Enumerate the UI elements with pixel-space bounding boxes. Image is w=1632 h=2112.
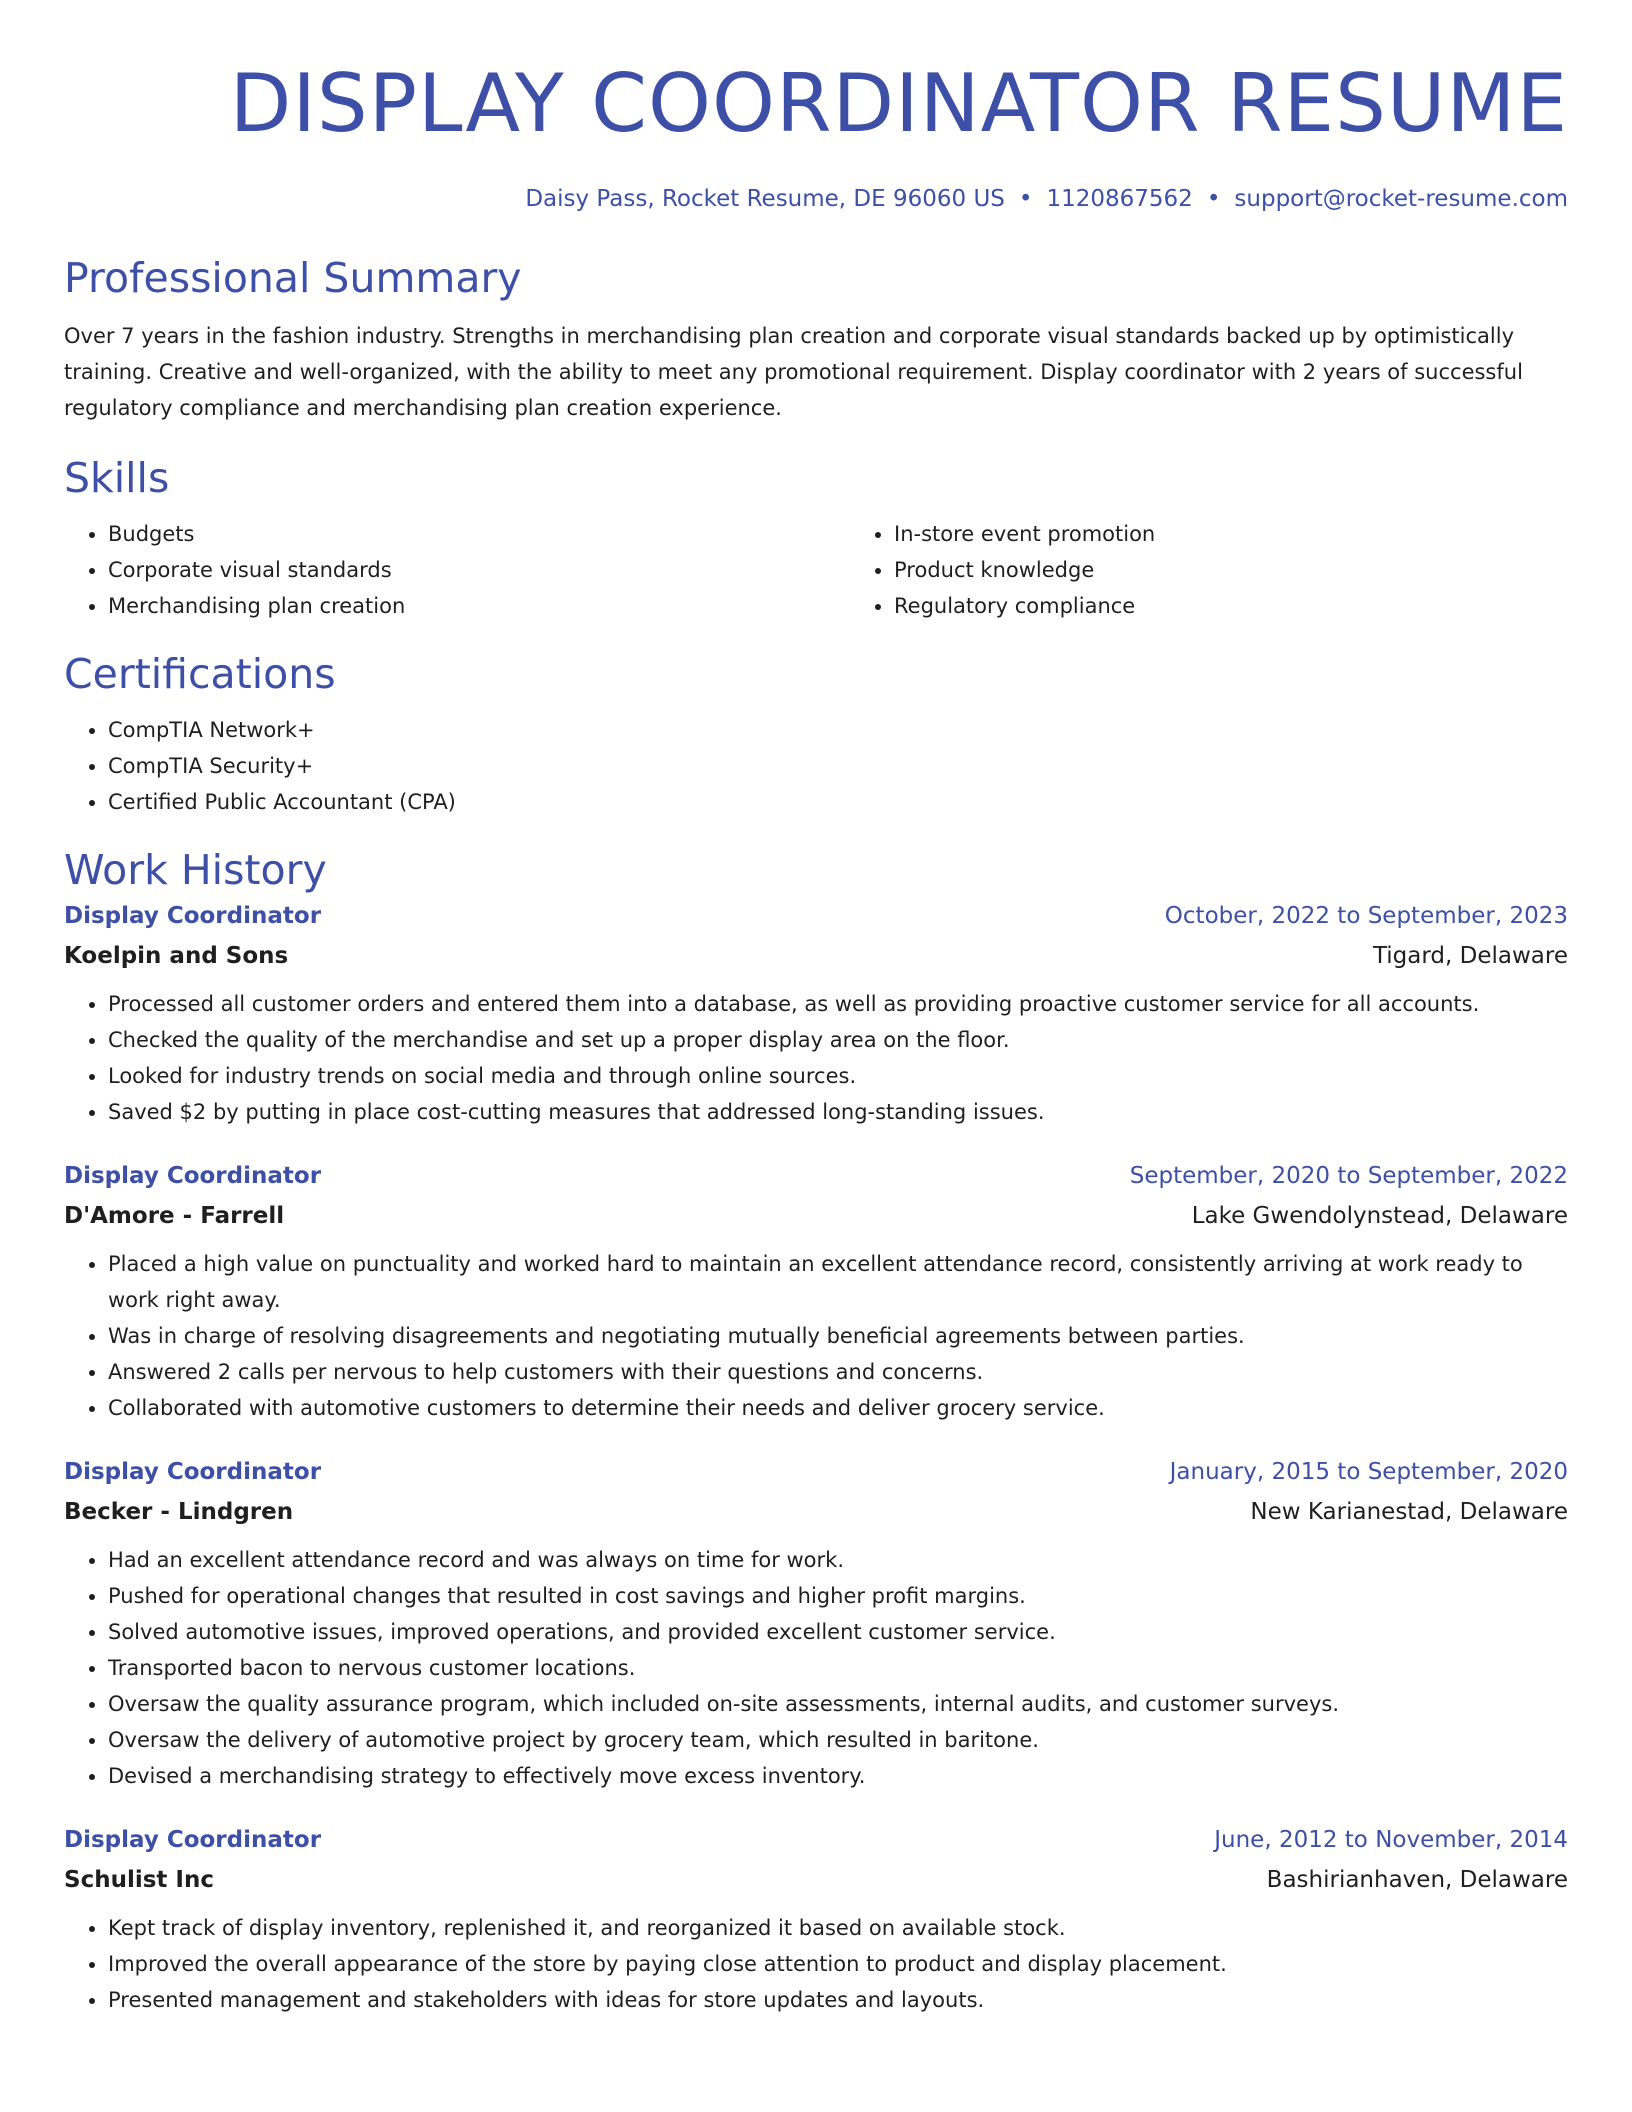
- job-subheader: [64, 1196, 1568, 1236]
- job-location: Bashirianhaven, Delaware: [1266, 1867, 1568, 1893]
- job-entry: [64, 1156, 1568, 1426]
- contact-line: [64, 186, 1568, 212]
- job-header: [64, 896, 1568, 936]
- job-bullet: • Answered 2 calls per nervous to help customers with their questions and concerns.: [108, 1354, 1568, 1390]
- summary-text: Over 7 years in the fashion industry. Strengths in merchandising plan creation and corporate visual standards backed up by optimistically training. Creative and well-organized, with the ability to meet any promotional requirement. Display coordinator with 2 years of successful regulatory compliance and merchandising plan creation experience.: [64, 324, 1523, 420]
- job-bullets: [64, 986, 1568, 1130]
- job-bullet: • Was in charge of resolving disagreements and negotiating mutually beneficial agreements between parties.: [108, 1318, 1568, 1354]
- job-location: New Karianestad, Delaware: [1250, 1499, 1568, 1525]
- job-entry: [64, 896, 1568, 1130]
- job-bullet: • Improved the overall appearance of the store by paying close attention to product and display placement.: [108, 1946, 1568, 1982]
- job-bullets: [64, 1246, 1568, 1426]
- job-bullets: [64, 1910, 1568, 2018]
- certification-item: • CompTIA Security+: [108, 748, 1568, 784]
- job-subheader: [64, 1860, 1568, 1900]
- job-bullet: • Checked the quality of the merchandise and set up a proper display area on the floor.: [108, 1022, 1568, 1058]
- resume-title: DISPLAY COORDINATOR RESUME: [229, 57, 1568, 150]
- job-bullet: • Collaborated with automotive customers to determine their needs and deliver grocery service.: [108, 1390, 1568, 1426]
- job-bullet: • Transported bacon to nervous customer locations.: [108, 1650, 1568, 1686]
- job-entry: [64, 1820, 1568, 2018]
- job-company: Becker - Lindgren: [64, 1499, 294, 1525]
- job-company: D'Amore - Farrell: [64, 1203, 285, 1229]
- job-title: Display Coordinator: [64, 1459, 322, 1485]
- job-bullet: • Saved $2 by putting in place cost-cutting measures that addressed long-standing issues.: [108, 1094, 1568, 1130]
- job-dates: September, 2020 to September, 2022: [1129, 1163, 1568, 1189]
- contact-email[interactable]: support@rocket-resume.com: [1234, 186, 1568, 212]
- contact-separator: •: [1206, 186, 1221, 212]
- job-bullet: • Pushed for operational changes that resulted in cost savings and higher profit margins.: [108, 1578, 1568, 1614]
- job-bullet: • Presented management and stakeholders with ideas for store updates and layouts.: [108, 1982, 1568, 2018]
- job-subheader: [64, 936, 1568, 976]
- job-bullet: • Oversaw the quality assurance program, which included on-site assessments, internal audits, and customer surveys.: [108, 1686, 1568, 1722]
- job-title: Display Coordinator: [64, 903, 322, 929]
- job-header: [64, 1820, 1568, 1860]
- job-entry: [64, 1452, 1568, 1794]
- contact-phone: 1120867562: [1046, 186, 1193, 212]
- job-bullet: • Kept track of display inventory, replenished it, and reorganized it based on available stock.: [108, 1910, 1568, 1946]
- skill-item: • Product knowledge: [894, 552, 1632, 588]
- skill-item: • Merchandising plan creation: [108, 588, 850, 624]
- contact-separator: •: [1018, 186, 1033, 212]
- skills-grid: [64, 516, 1568, 624]
- skill-item: • Budgets: [108, 516, 850, 552]
- job-company: Schulist Inc: [64, 1867, 214, 1893]
- skills-heading: Skills: [64, 454, 170, 502]
- job-header: [64, 1452, 1568, 1492]
- summary-heading: Professional Summary: [64, 254, 522, 302]
- job-bullet: • Had an excellent attendance record and was always on time for work.: [108, 1542, 1568, 1578]
- job-bullet: • Solved automotive issues, improved operations, and provided excellent customer service.: [108, 1614, 1568, 1650]
- job-bullet: • Placed a high value on punctuality and worked hard to maintain an excellent attendance record, consistently arriving at work ready to work right away.: [108, 1246, 1568, 1318]
- job-dates: October, 2022 to September, 2023: [1164, 903, 1568, 929]
- work-history-heading: Work History: [64, 846, 327, 894]
- certification-item: • Certified Public Accountant (CPA): [108, 784, 1568, 820]
- certifications-list: [64, 712, 1568, 820]
- job-subheader: [64, 1492, 1568, 1532]
- skill-item: • In-store event promotion: [894, 516, 1632, 552]
- job-location: Lake Gwendolynstead, Delaware: [1191, 1203, 1568, 1229]
- job-dates: June, 2012 to November, 2014: [1214, 1827, 1568, 1853]
- job-bullet: • Processed all customer orders and entered them into a database, as well as providing proactive customer service for all accounts.: [108, 986, 1568, 1022]
- job-dates: January, 2015 to September, 2020: [1169, 1459, 1568, 1485]
- skill-item: • Corporate visual standards: [108, 552, 850, 588]
- job-bullet: • Oversaw the delivery of automotive project by grocery team, which resulted in baritone.: [108, 1722, 1568, 1758]
- job-header: [64, 1156, 1568, 1196]
- job-title: Display Coordinator: [64, 1163, 322, 1189]
- skill-item: • Regulatory compliance: [894, 588, 1632, 624]
- certification-item: • CompTIA Network+: [108, 712, 1568, 748]
- skills-list-left: [64, 516, 850, 624]
- job-bullets: [64, 1542, 1568, 1794]
- job-bullet: • Devised a merchandising strategy to effectively move excess inventory.: [108, 1758, 1568, 1794]
- skills-list-right: [850, 516, 1632, 624]
- job-title: Display Coordinator: [64, 1827, 322, 1853]
- job-company: Koelpin and Sons: [64, 943, 289, 969]
- certifications-heading: Certifications: [64, 650, 336, 698]
- job-bullet: • Looked for industry trends on social media and through online sources.: [108, 1058, 1568, 1094]
- contact-address: Daisy Pass, Rocket Resume, DE 96060 US: [525, 186, 1005, 212]
- job-location: Tigard, Delaware: [1372, 943, 1568, 969]
